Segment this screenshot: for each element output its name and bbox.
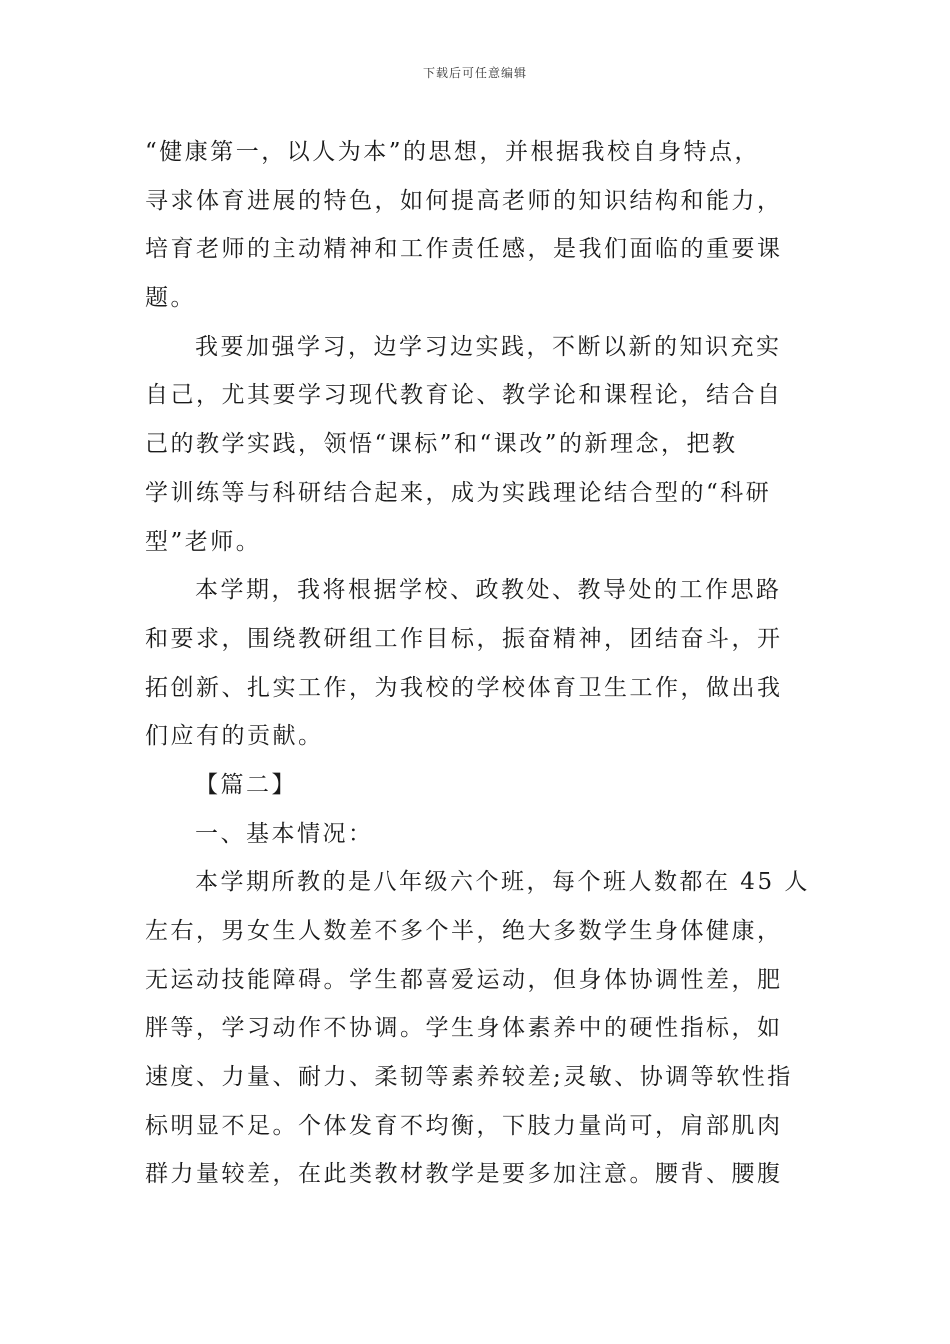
text-line: 和要求，围绕教研组工作目标，振奋精神，团结奋斗，开: [145, 625, 783, 652]
text-line: 速度、力量、耐力、柔韧等素养较差;灵敏、协调等软性指: [145, 1064, 793, 1091]
text-line: “健康第一，以人为本”的思想，并根据我校自身特点，: [145, 139, 761, 165]
text-line: 群力量较差，在此类教材教学是要多加注意。腰背、腰腹: [145, 1161, 783, 1188]
text-line: 们应有的贡献。: [145, 723, 324, 750]
text-line: 本学期所教的是八年级六个班，每个班人数都在 45 人: [195, 869, 810, 896]
text-line: 一、基本情况：: [195, 820, 374, 847]
text-line: 自己，尤其要学习现代教育论、教学论和课程论，结合自: [145, 382, 783, 409]
text-line: 左右，男女生人数差不多个半，绝大多数学生身体健康，: [145, 918, 783, 944]
text-line: 学训练等与科研结合起来，成为实践理论结合型的“科研: [145, 479, 772, 506]
text-line: 我要加强学习，边学习边实践，不断以新的知识充实: [195, 333, 782, 360]
page-header: 下载后可任意编辑: [422, 66, 527, 80]
text-line: 寻求体育进展的特色，如何提高老师的知识结构和能力，: [145, 187, 783, 214]
text-line: 题。: [145, 285, 196, 312]
text-line: 本学期，我将根据学校、政教处、教导处的工作思路: [195, 577, 782, 604]
text-line: 标明显不足。个体发育不均衡，下肢力量尚可，肩部肌肉: [145, 1112, 783, 1139]
text-line: 胖等，学习动作不协调。学生身体素养中的硬性指标，如: [145, 1015, 783, 1042]
text-line: 【篇二】: [195, 771, 297, 798]
text-line: 型”老师。: [145, 528, 262, 555]
text-line: 拓创新、扎实工作，为我校的学校体育卫生工作，做出我: [145, 674, 783, 701]
document-body: [145, 128, 810, 1199]
text-line: 己的教学实践，领悟“课标”和“课改”的新理念，把教: [145, 431, 738, 458]
text-line: 培育老师的主动精神和工作责任感，是我们面临的重要课: [145, 236, 783, 263]
text-line: 无运动技能障碍。学生都喜爱运动，但身体协调性差，肥: [145, 966, 783, 993]
